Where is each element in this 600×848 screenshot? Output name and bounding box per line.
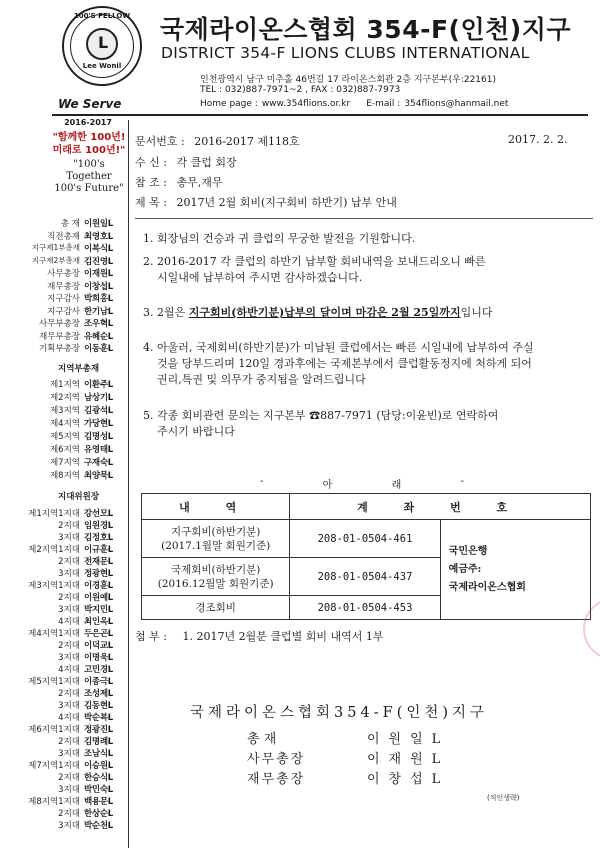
zone-name: 박민숙L [84,785,113,795]
region-name: 남상기L [84,393,113,403]
zone-row [0,819,126,831]
account-number: 208-01-0504-453 [290,596,440,620]
zone-row [0,759,126,771]
zone-row [0,567,126,579]
zone-row [0,663,126,675]
doc-number: 2016-2017 제118호 [194,135,300,148]
officer-role: 지구감사 [47,306,80,317]
zone-row [0,783,126,795]
officer-role: 재무총장 [47,281,80,292]
zone-row [0,711,126,723]
zone-row [0,723,126,735]
officer-role: 지구감사 [47,294,80,304]
zone-row [0,627,126,639]
zone-name: 정광현L [84,569,113,579]
region-role: 제6지역 [49,445,80,455]
region-row [0,404,126,416]
item-text-line-1: 각종 회비관련 문의는 지구본부 ☎887-7971 (담당:이윤빈)로 연락하여 [157,409,499,422]
homepage-link[interactable]: www.354flions.or.kr [261,99,351,109]
region-role: 제2지역 [49,393,80,403]
officer-row [0,330,126,342]
meta-divider [135,218,593,219]
homepage-label: Home page : [200,99,258,109]
zone-role: 제5지역1지대 [28,677,80,687]
org-address: 인천광역시 남구 미추홀 46번길 17 라이온스회관 2층 지구본부(우:22161) [200,75,496,85]
org-web-email [200,99,508,109]
zone-name: 임원경L [84,521,113,531]
account-number: 208-01-0504-437 [290,558,440,596]
region-name: 최양묵L [84,471,113,481]
zone-row [0,735,126,747]
column-header-account: 계 좌 번 호 [290,494,591,520]
zone-role: 3지대 [58,533,80,543]
officer-row [0,242,126,254]
region-name: 김광석L [84,406,113,416]
zone-row [0,687,126,699]
payment-account-table [141,493,591,620]
zone-row [0,591,126,603]
recipient-line [135,154,237,170]
item-text-post: 입니다 [460,306,493,319]
zone-role: 제4지역1지대 [28,629,80,639]
subject: 2017년 2월 회비(지구회비 하반기) 납부 안내 [176,196,397,209]
zone-name: 조남식L [84,749,113,759]
sidebar-slogan-korean [50,131,128,157]
region-role: 제1지역 [49,380,80,390]
email-link[interactable]: 354flions@hanmail.net [404,99,509,109]
zone-row [0,519,126,531]
officer-name: 박희홍L [84,294,113,304]
below-char-a: 아 [322,480,339,491]
item-number: 2. [143,255,154,268]
officer-name: 이복식L [84,244,113,254]
fee-item [142,558,290,596]
zone-name: 이명욱L [84,653,113,663]
zone-name: 이원예L [84,593,113,603]
notice-item-3 [143,305,598,321]
item-text-line-1: 2016-2017 각 클럽의 하반기 납부할 회비내역을 보내드리오니 빠른 [157,255,486,268]
fee-item [142,520,290,558]
notice-item-2 [143,254,598,286]
zone-row [0,543,126,555]
org-title-korean: 국제라이온스협회 354-F(인천)지구 [160,15,571,44]
officer-name: 김진영L [84,256,113,267]
zone-row [0,639,126,651]
zone-name: 한상순L [84,809,113,819]
zone-role: 제3지역1지대 [28,581,80,591]
org-title-english: DISTRICT 354-F LIONS CLUBS INTERNATIONAL [161,44,530,62]
region-row [0,456,126,468]
officer-role: 재무부총장 [38,331,80,342]
zone-role: 3지대 [58,605,80,615]
zone-role: 4지대 [58,713,80,723]
fee-item-name: 경조회비 [142,596,290,620]
column-header-item: 내 역 [142,494,290,520]
zone-role: 3지대 [58,749,80,759]
zone-row [0,555,126,567]
zone-name: 박순천L [84,821,113,831]
region-row [0,443,126,455]
officer-name: 조우혁L [84,319,113,329]
zone-name: 박순복L [84,713,113,723]
item-number: 3. [143,306,154,319]
officer-role: 직전총재 [47,231,80,242]
attachment-text: 1. 2017년 2월분 클럽별 회비 내역서 1부 [182,630,384,643]
below-dash: - [460,476,470,487]
zone-row [0,531,126,543]
region-role: 제4지역 [49,419,80,429]
zone-role: 3지대 [58,569,80,579]
letterhead [0,0,600,120]
region-role: 제7지역 [49,458,80,468]
bank-info [440,520,590,620]
fee-item-basis: (2016.12월말 회원기준) [157,577,274,590]
item-number: 5. [143,409,154,422]
zone-role: 2지대 [58,557,80,567]
zone-row [0,651,126,663]
logo-fellow-text: 100'S FELLOW [73,12,131,20]
region-name: 이환주L [84,380,113,390]
item-text-line-2: 주시기 바랍니다 [157,425,235,438]
officer-name: 최영호L [84,231,113,242]
zone-role: 2지대 [58,737,80,747]
doc-date: 2017. 2. 2. [508,133,568,146]
below-dash: - [260,476,270,487]
zone-name: 전재문L [84,557,113,567]
zone-name: 김정호L [84,533,113,543]
item-number: 1. [143,232,154,245]
holder-name: 국제라이온스협회 [448,581,526,593]
item-text-emphasis: 지구회비(하반기분)납부의 달이며 마감은 2월 25일까지 [188,306,461,319]
officer-row [0,230,126,242]
org-tel-fax: TEL : 032)887-7971~2 , FAX : 032)887-7973 [200,85,401,95]
zone-row [0,675,126,687]
sidebar-slogan-english [50,159,128,195]
signature-organization: 국제라이온스협회354-F(인천)지구 [190,705,489,721]
item-number: 4. [143,341,154,354]
officer-row [0,267,126,279]
zone-row [0,579,126,591]
zone-row [0,507,126,519]
region-role: 제5지역 [49,432,80,442]
zone-role: 제8지역1지대 [28,797,80,807]
zone-row [0,615,126,627]
notice-item-1 [143,231,598,247]
zone-name: 김명례L [84,737,113,747]
signature-name: 이재원L [367,752,450,767]
header-divider [52,114,588,116]
item-text-line-2: 시일내에 납부하여 주시면 감사하겠습니다. [157,271,363,284]
officer-row [0,342,126,354]
seal-omitted-note: (직인생략) [487,794,520,802]
fee-item-name: 국제회비(하반기분) [170,563,261,576]
zone-name: 강선모L [84,509,113,519]
item-text-line-3: 권리,특권 및 의무가 중지됨을 알려드립니다 [157,373,366,386]
zone-name: 이승원L [84,761,113,771]
logo-emblem-letter: L [98,33,109,52]
signature-title: 총 재 [247,732,277,747]
region-name: 유영태L [84,445,113,455]
slogan-en-line-1: "100's Together [66,159,112,182]
slogan-ko-line-2: 미래로 100년!" [52,145,126,156]
officer-row [0,292,126,304]
zone-role: 4지대 [58,617,80,627]
account-number: 208-01-0504-461 [290,520,440,558]
region-role: 제8지역 [49,471,80,481]
item-text-line-2: 것을 당부드리며 120일 경과후에는 국제본부에서 클럽활동정지에 처하게 되어 [157,357,532,370]
recipient: 각 클럽 회장 [176,156,237,169]
zone-role: 제6지역1지대 [28,725,80,735]
zone-name: 정광진L [84,725,113,735]
signature-title: 재무총장 [247,772,306,787]
letter-body [135,118,600,848]
zone-name: 이종극L [84,677,113,687]
zone-row [0,699,126,711]
zone-row [0,807,126,819]
officer-row [0,280,126,292]
officer-name: 이창섭L [84,281,113,292]
subject-label: 제 목 : [135,196,167,209]
recipient-label: 수 신 : [135,156,167,169]
item-text-line-1: 아울러, 국제회비(하반기분)가 미납된 클럽에서는 빠른 시일내에 납부하여 주실 [157,341,534,354]
fee-item-basis: (2017.1월말 회원기준) [161,539,271,552]
logo-name: Lee Wonil [82,62,122,70]
table-row [142,520,591,558]
below-heading [260,476,470,491]
officer-name: 이재원L [84,269,113,279]
zone-role: 2지대 [58,593,80,603]
doc-number-line [135,133,300,149]
zone-role: 2지대 [58,689,80,699]
zone-role: 제1지역1지대 [28,509,80,519]
zone-name: 한승식L [84,773,113,783]
sidebar-year: 2016-2017 [64,118,112,127]
notice-item-4 [143,340,598,388]
signature-name: 이창섭L [367,772,450,787]
officer-name: 한기남L [84,306,113,317]
zone-role: 3지대 [58,785,80,795]
zone-row [0,747,126,759]
zone-section-title: 지대위원장 [58,492,100,502]
zone-role: 2지대 [58,641,80,651]
region-row [0,391,126,403]
region-row [0,430,126,442]
zone-role: 3지대 [58,701,80,711]
zone-row [0,603,126,615]
zone-row [0,771,126,783]
region-row [0,417,126,429]
cc-line [135,174,222,190]
region-row [0,469,126,481]
zone-name: 이덕교L [84,641,113,651]
zone-name: 두은곤L [84,629,113,639]
zone-role: 2지대 [58,773,80,783]
table-header-row [142,494,591,520]
officer-name: 이원일L [84,219,113,229]
zone-role: 3지대 [58,821,80,831]
zone-row [0,795,126,807]
zone-name: 백용문L [84,797,113,807]
slogan-ko-line-1: "함께한 100년! [52,132,126,143]
officer-row [0,217,126,229]
lions-emblem-icon [86,28,118,60]
below-char-rae: 래 [391,480,408,491]
officer-row [0,255,126,267]
cc-label: 참 조 : [135,176,167,189]
zone-name: 이경훈L [84,581,113,591]
region-row [0,378,126,390]
email-label: E-mail : [366,99,401,109]
region-role: 제3지역 [49,406,80,416]
cc: 총무,재무 [176,176,223,189]
holder-label: 예금주: [448,563,482,575]
zone-role: 제2지역1지대 [28,545,80,555]
attachment-label: 첨 부 : [135,630,167,643]
attachment-line [135,628,383,644]
we-serve-motto: We Serve [58,97,122,111]
lions-logo [62,6,142,86]
officer-row [0,305,126,317]
region-name: 구재숙L [84,458,113,468]
officer-role: 사무부총장 [38,319,80,329]
zone-role: 2지대 [58,521,80,531]
zone-name: 김동현L [84,701,113,711]
notice-item-5 [143,408,598,440]
officer-role: 사무총장 [47,269,80,279]
zone-name: 고민경L [84,665,113,675]
region-name: 김명성L [84,432,113,442]
subject-line [135,194,397,210]
signature-name: 이원일L [367,732,450,747]
item-text: 회장님의 건승과 귀 클럽의 무궁한 발전을 기원합니다. [157,232,416,245]
officer-role: 총 재 [60,219,80,229]
bank-name: 국민은행 [448,545,488,557]
officer-sidebar [0,118,130,848]
fee-item-name: 지구회비(하반기분) [170,525,261,538]
zone-name: 최인옥L [84,617,113,627]
officer-role: 지구제2부총재 [31,255,80,265]
zone-name: 조성제L [84,689,113,699]
zone-role: 제7지역1지대 [28,761,80,771]
officer-role: 지구제1부총재 [31,243,80,252]
zone-name: 이규훈L [84,545,113,555]
zone-name: 박지민L [84,605,113,615]
zone-role: 3지대 [58,653,80,663]
region-section-title: 지역부총재 [58,364,100,374]
slogan-en-line-2: 100's Future" [54,183,124,194]
item-text-pre: 2월은 [157,306,189,319]
officer-role: 기획부총장 [38,344,80,354]
officer-name: 이동훈L [84,344,113,354]
doc-number-label: 문서번호 : [135,135,185,148]
signature-title: 사무총장 [247,752,306,767]
region-name: 가당현L [84,419,113,429]
zone-role: 2지대 [58,809,80,819]
officer-name: 유혜순L [84,331,113,342]
officer-row [0,317,126,329]
zone-role: 4지대 [58,665,80,675]
